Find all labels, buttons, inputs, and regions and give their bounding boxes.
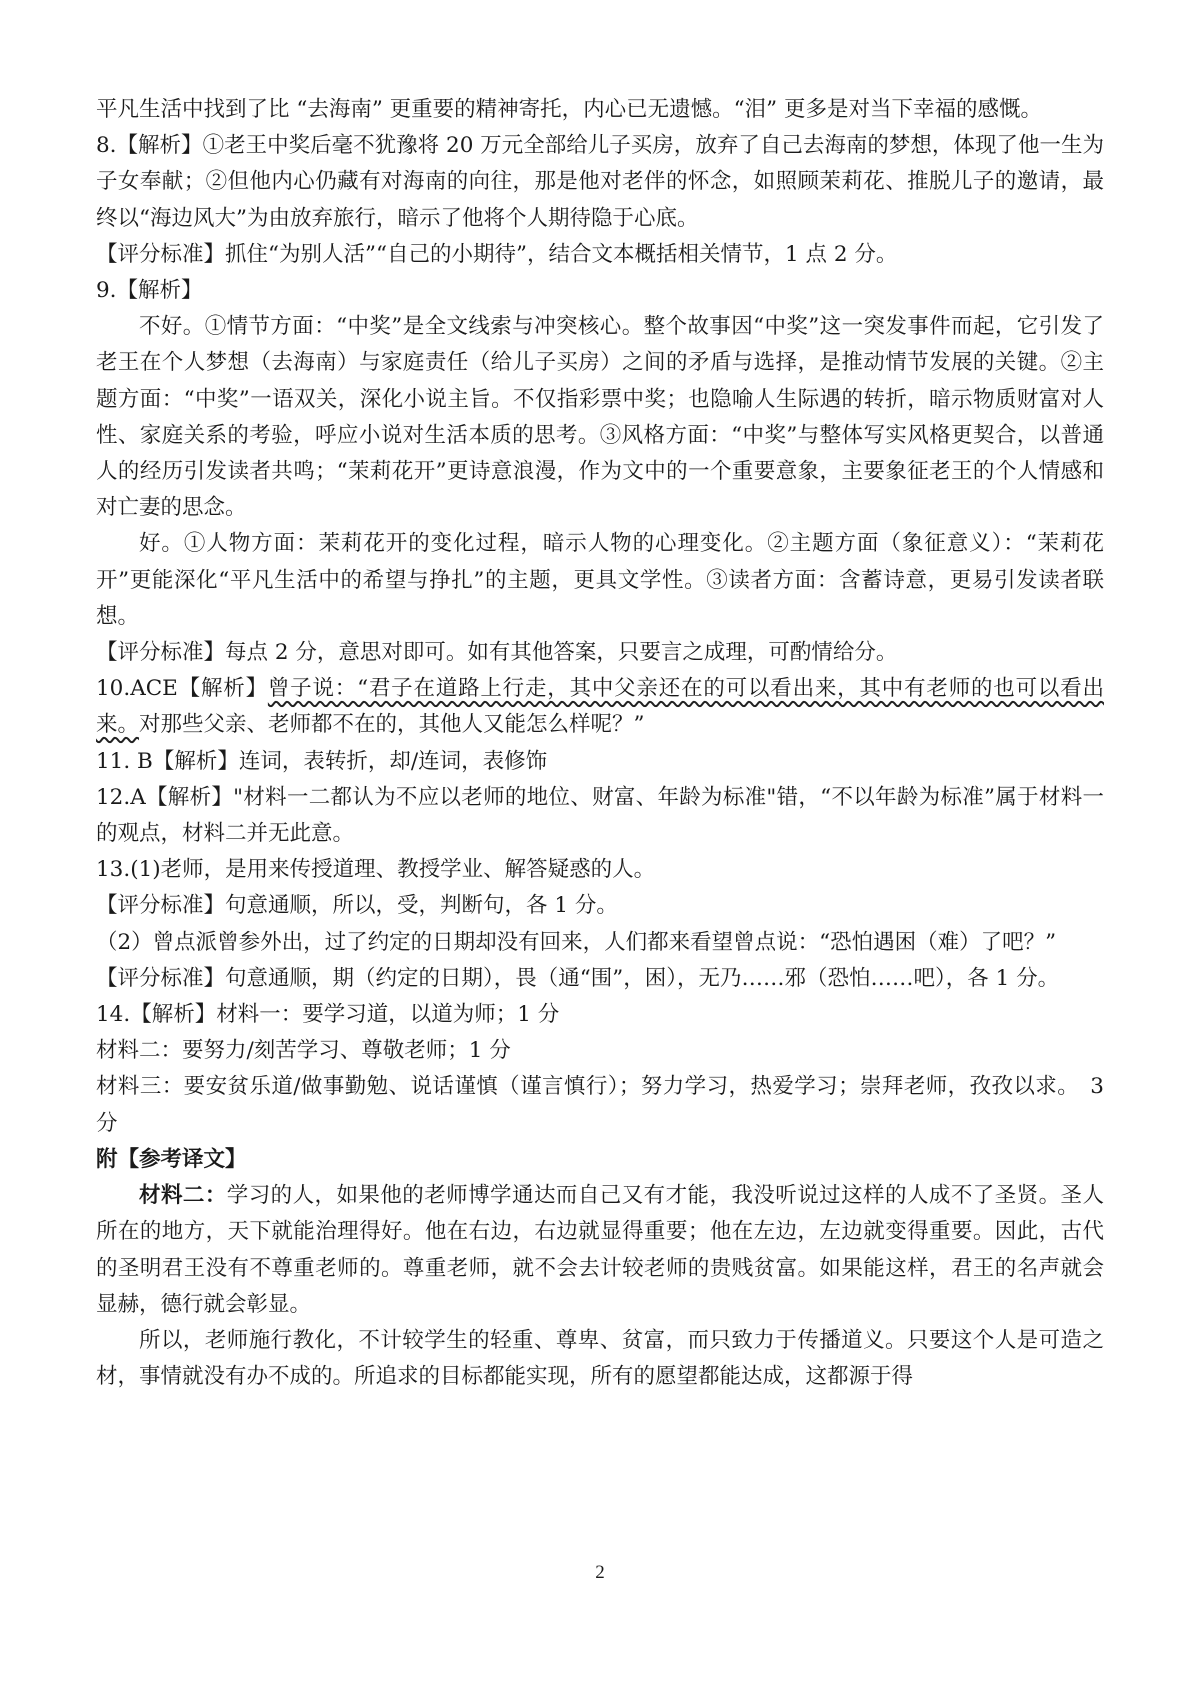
- paragraph-q7-end: 平凡生活中找到了比 “去海南” 更重要的精神寄托，内心已无遗憾。“泪” 更多是对当下幸福的感慨。: [96, 97, 1042, 122]
- answer-q10-prefix: 10.ACE【解析】: [96, 676, 268, 702]
- answer-q13-1: 13.(1)老师，是用来传授道理、教授学业、解答疑惑的人。: [96, 857, 656, 883]
- scoring-q8: 【评分标准】抓住“为别人活”“自己的小期待”，结合文本概括相关情节，1 点 2 分。: [96, 241, 898, 267]
- answer-q11: 11. B【解析】连词，表转折，却/连词，表修饰: [96, 748, 548, 774]
- appendix-heading: 附【参考译文】: [96, 1146, 247, 1172]
- answer-q10-rest: 对那些父亲、老师都不在的，其他人又能怎么样呢？”: [139, 712, 645, 738]
- translation-label: 材料二：: [139, 1183, 227, 1209]
- scoring-q9: 【评分标准】每点 2 分，意思对即可。如有其他答案，只要言之成理，可酌情给分。: [96, 640, 898, 666]
- answer-q12: 12.A【解析】"材料一二都认为不应以老师的地位、财富、年龄为标准"错，“不以年龄为标准”属于材料一的观点，材料二并无此意。: [96, 784, 1104, 847]
- answer-q8: 8.【解析】①老王中奖后毫不犹豫将 20 万元全部给儿子买房，放弃了自己去海南的梦想，体现了他一生为子女奉献；②但他内心仍藏有对海南的向往，那是他对老伴的怀念，如照顾茉莉花、推脱儿子的邀请，最终以“海边风大”为由放弃旅行，暗示了他将个人期待隐于心底。: [96, 133, 1104, 231]
- translation-paragraph-2: 所以，老师施行教化，不计较学生的轻重、尊卑、贫富，而只致力于传播道义。只要这个人是可造之材，事情就没有办不成的。所追求的目标都能实现，所有的愿望都能达成，这都源于得: [96, 1327, 1104, 1390]
- answer-q9-heading: 9.【解析】: [96, 278, 203, 304]
- answer-q10: [96, 671, 1104, 743]
- answer-q14-material3: 材料三：要安贫乐道/做事勤勉、说话谨慎（谨言慎行）；努力学习，热爱学习；崇拜老师，孜孜以求。 3 分: [96, 1074, 1104, 1136]
- answer-q14-material2: 材料二：要努力/刻苦学习、尊敬老师；1 分: [96, 1038, 511, 1064]
- page-number: 2: [595, 1562, 605, 1583]
- answer-q10-underlined: 曾子说：“君子在道路上行走，其中父亲还在的可以看出来，其中有老师的也可以看出来。: [96, 676, 1104, 738]
- answer-q9-negative: 不好。①情节方面：“中奖”是全文线索与冲突核心。整个故事因“中奖”这一突发事件而起，它引发了老王在个人梦想（去海南）与家庭责任（给儿子买房）之间的矛盾与选择，是推动情节发展的关键。②主题方面：“中奖”一语双关，深化小说主旨。不仅指彩票中奖；也隐喻人生际遇的转折，暗示物质财富对人性、家庭关系的考验，呼应小说对生活本质的思考。③风格方面：“中奖”与整体写实风格更契合，以普通人的经历引发读者共鸣；“茉莉花开”更诗意浪漫，作为文中的一个重要意象，主要象征老王的个人情感和对亡妻的思念。: [96, 314, 1104, 521]
- answer-q9-positive: 好。①人物方面：茉莉花开的变化过程，暗示人物的心理变化。②主题方面（象征意义）：“茉莉花开”更能深化“平凡生活中的希望与挣扎”的主题，更具文学性。③读者方面：含蓄诗意，更易引发读者联想。: [96, 531, 1104, 629]
- answer-q14: 14.【解析】材料一：要学习道，以道为师；1 分: [96, 1002, 560, 1028]
- scoring-q13-2: 【评分标准】句意通顺，期（约定的日期），畏（通“围”，困），无乃……邪（恐怕……吧），各 1 分。: [96, 965, 1060, 991]
- translation-paragraph-1: [96, 1178, 1104, 1323]
- answer-q13-2: （2）曾点派曾参外出，过了约定的日期却没有回来，人们都来看望曾点说：“恐怕遇困（难）了吧？”: [96, 929, 1057, 955]
- answer-key-content: [96, 92, 1104, 1395]
- translation-text-1: 学习的人，如果他的老师博学通达而自己又有才能，我没听说过这样的人成不了圣贤。圣人所在的地方，天下就能治理得好。他在右边，右边就显得重要；他在左边，左边就变得重要。因此，古代的圣明君王没有不尊重老师的。尊重老师，就不会去计较老师的贵贱贫富。如果能这样，君王的名声就会显赫，德行就会彰显。: [96, 1183, 1104, 1317]
- scoring-q13-1: 【评分标准】句意通顺，所以，受，判断句，各 1 分。: [96, 893, 618, 919]
